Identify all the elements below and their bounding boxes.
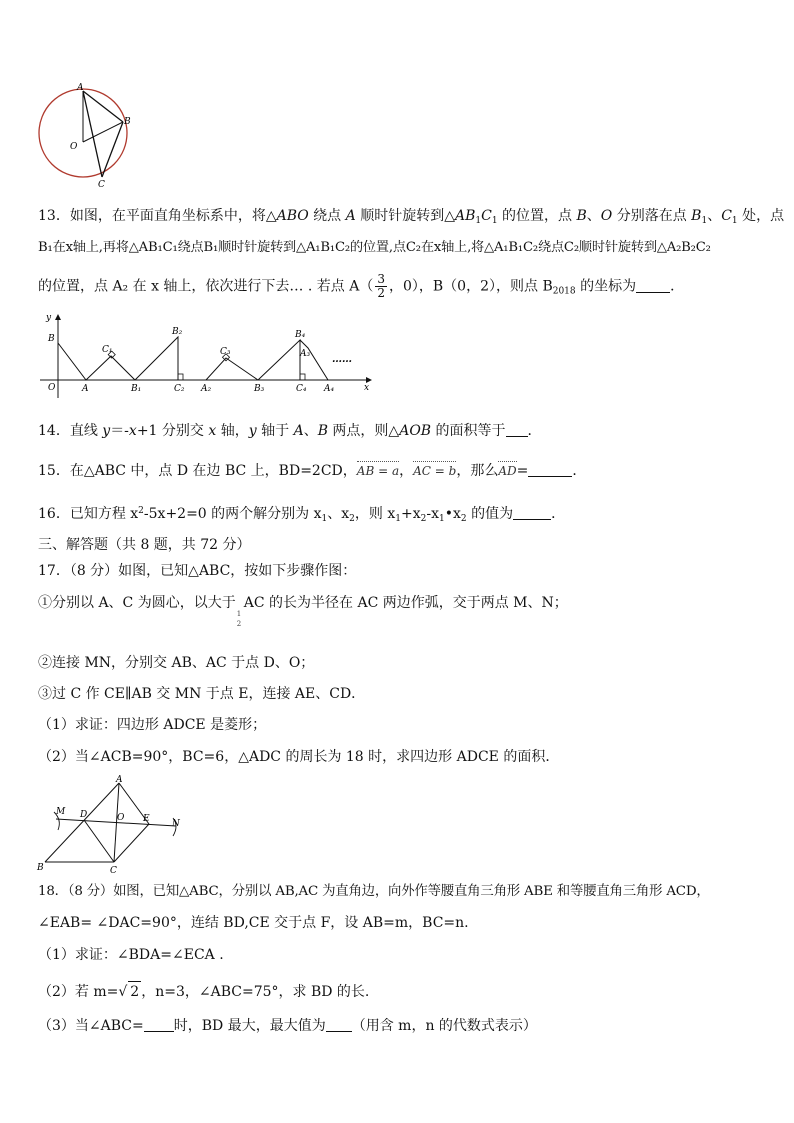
q18-text: 时，BD 最大，最大值为 bbox=[173, 1018, 326, 1034]
label-b: B bbox=[124, 117, 131, 127]
label-m: M bbox=[56, 807, 66, 817]
q15-text: ，那么 bbox=[456, 463, 499, 479]
label-c1: C₁ bbox=[102, 345, 113, 355]
fraction-numerator: 1 bbox=[236, 610, 242, 618]
segment-bc bbox=[102, 122, 123, 177]
answer-blank[interactable] bbox=[513, 505, 551, 520]
q13-text: 的位置，点 bbox=[497, 208, 577, 224]
y-axis-label: y bbox=[46, 313, 52, 323]
q13-text: 绕点 bbox=[308, 208, 346, 224]
label-o: O bbox=[48, 383, 56, 393]
q14-line bbox=[38, 421, 758, 441]
right-angle-c2 bbox=[178, 374, 183, 380]
label-a: A bbox=[77, 83, 84, 93]
vector-ac: AC = b bbox=[413, 461, 456, 481]
label-c3: C₃ bbox=[220, 347, 231, 357]
q13-text: B bbox=[576, 208, 587, 224]
label-d: D bbox=[80, 810, 88, 820]
label-b4: B₄ bbox=[295, 330, 306, 340]
q17-step3: ③过 C 作 CE∥AB 交 MN 于点 E，连接 AE、CD． bbox=[38, 686, 366, 702]
q14-text: y bbox=[102, 423, 111, 439]
q14-text: AOB bbox=[399, 423, 432, 439]
q13-line3 bbox=[38, 273, 758, 300]
q16-sub: 2 bbox=[460, 514, 467, 524]
circle-figure bbox=[36, 82, 140, 190]
q14-text: A bbox=[293, 423, 304, 439]
fraction-three-halves bbox=[375, 273, 387, 300]
q16-sub: 1 bbox=[439, 514, 445, 524]
fraction-denominator: 2 bbox=[236, 620, 242, 628]
rhombus-figure bbox=[36, 774, 186, 876]
q13-text: O bbox=[600, 208, 613, 224]
q13-line1 bbox=[38, 206, 785, 226]
segment-cd bbox=[84, 820, 114, 862]
q13-text: B₁在x轴上,再将△AB₁C₁绕点B₁顺时针旋转到△A₁B₁C₂的位置,点C₂在x轴上,将△A₁B₁C₂绕点C₂顺时针旋转到△A₂B₂C₂ bbox=[38, 240, 711, 255]
q14-text: B bbox=[317, 423, 328, 439]
label-o: O bbox=[117, 813, 125, 823]
q16-sub: 1 bbox=[395, 514, 401, 524]
q13-text: ，0），B（0，2），则点 B bbox=[388, 278, 553, 295]
answer-blank[interactable] bbox=[506, 422, 528, 437]
label-b1: B₁ bbox=[131, 384, 142, 394]
q14-text: 两点，则△ bbox=[327, 423, 400, 439]
q13-text: 的坐标为 bbox=[575, 278, 637, 295]
q14-text: x bbox=[128, 423, 137, 439]
q13-text: ． bbox=[670, 278, 685, 295]
q16-text: 16．已知方程 x bbox=[38, 506, 139, 522]
q14-text: 14．直线 bbox=[38, 423, 103, 439]
label-e: E bbox=[143, 814, 150, 824]
label-a: A bbox=[116, 775, 123, 785]
answer-blank[interactable] bbox=[144, 1017, 174, 1032]
label-b: B bbox=[48, 334, 55, 344]
segment-ce bbox=[114, 824, 149, 862]
q18-part1: （1）求证：∠BDA=∠ECA . bbox=[38, 947, 224, 963]
q13-text: 顺时针旋转到△ bbox=[355, 208, 455, 224]
q14-text: 、 bbox=[303, 423, 318, 439]
q13-text: 分别落在点 bbox=[612, 208, 692, 224]
q18-text: （2）若 m= bbox=[38, 984, 119, 1000]
q16-text: 、x bbox=[327, 506, 350, 522]
q16-text: ． bbox=[551, 506, 566, 522]
q17-text: AC 的长为半径在 AC 两边作弧，交于两点 M、N； bbox=[243, 595, 568, 611]
q13-sub: 1 bbox=[475, 216, 482, 226]
q16-text: +x bbox=[400, 506, 421, 522]
answer-blank[interactable] bbox=[326, 1017, 352, 1032]
q15-text: ， bbox=[399, 463, 414, 479]
q17-step1 bbox=[38, 593, 758, 628]
q15-text: ． bbox=[572, 463, 587, 479]
q13-text: 13．如图，在平面直角坐标系中，将△ bbox=[38, 208, 277, 224]
label-a2: A₂ bbox=[201, 384, 212, 394]
q13-sub: 2018 bbox=[552, 286, 576, 297]
q17-step2: ②连接 MN，分别交 AB、AC 于点 D、O； bbox=[38, 655, 315, 671]
sqrt-radicand: 2 bbox=[128, 981, 141, 1002]
path-1 bbox=[58, 343, 135, 380]
fraction-one-half bbox=[236, 593, 244, 628]
right-angle-c4 bbox=[300, 374, 305, 380]
q13-text: 、 bbox=[707, 208, 722, 224]
rotation-figure bbox=[36, 310, 382, 402]
q13-text: 处，点 bbox=[737, 208, 785, 224]
q18-line2: ∠EAB= ∠DAC=90°，连结 BD,CE 交于点 F，设 AB=m，BC=n. bbox=[38, 915, 469, 931]
q17-title: 17．（8 分）如图，已知△ABC，按如下步骤作图： bbox=[38, 563, 357, 579]
label-c4: C₄ bbox=[296, 384, 307, 394]
q14-text: x bbox=[208, 423, 217, 439]
path-3 bbox=[178, 358, 258, 380]
q13-text: ABO bbox=[276, 208, 309, 224]
q17-part2: （2）当∠ACB=90°，BC=6，△ADC 的周长为 18 时，求四边形 ADCE 的面积． bbox=[38, 749, 560, 765]
q13-text: B bbox=[691, 208, 702, 224]
q14-text: y bbox=[248, 423, 257, 439]
x-axis-label: x bbox=[364, 383, 370, 393]
vector-ad: AD bbox=[498, 461, 516, 481]
answer-blank[interactable] bbox=[636, 278, 670, 293]
q16-line bbox=[38, 504, 758, 524]
sqrt-sign: √ bbox=[118, 984, 128, 1000]
fraction-numerator: 3 bbox=[377, 272, 385, 286]
label-n: N bbox=[172, 819, 180, 829]
q15-line bbox=[38, 461, 758, 481]
label-c: C bbox=[110, 866, 117, 876]
q14-text: ＝- bbox=[110, 423, 129, 439]
q14-text: 的面积等于 bbox=[431, 423, 506, 439]
q14-text: ． bbox=[527, 423, 542, 439]
label-b: B bbox=[37, 863, 44, 873]
q18-part2 bbox=[38, 981, 758, 1002]
q13-sub: 1 bbox=[701, 216, 708, 226]
q16-sup: 2 bbox=[138, 506, 144, 516]
q13-line2 bbox=[38, 238, 758, 258]
q14-text: 轴， bbox=[216, 423, 249, 439]
label-a3: A₃ bbox=[300, 349, 311, 359]
q16-sub: 1 bbox=[321, 514, 328, 524]
q16-sub: 2 bbox=[420, 514, 427, 524]
q15-text: 15．在△ABC 中，点 D 在边 BC 上，BD=2CD， bbox=[38, 463, 357, 479]
label-o: O bbox=[70, 142, 78, 152]
label-c: C bbox=[98, 180, 105, 190]
section-heading: 三、解答题（共 8 题，共 72 分） bbox=[38, 537, 251, 553]
path-2 bbox=[135, 337, 178, 380]
label-a: A bbox=[82, 384, 89, 394]
q18-text: （3）当∠ABC= bbox=[38, 1018, 144, 1034]
label-a4: A₄ bbox=[324, 384, 335, 394]
path-4 bbox=[258, 340, 328, 380]
q18-part3 bbox=[38, 1016, 758, 1036]
q16-text: -x bbox=[426, 506, 439, 522]
label-b2: B₂ bbox=[172, 327, 183, 337]
q16-text: -5x+2=0 的两个解分别为 x bbox=[143, 506, 322, 522]
q14-text: 轴于 bbox=[256, 423, 294, 439]
q16-text: 的值为 bbox=[466, 506, 514, 522]
label-c2: C₂ bbox=[174, 384, 185, 394]
q17-part1: （1）求证：四边形 ADCE 是菱形； bbox=[38, 717, 267, 733]
q13-text: 、 bbox=[586, 208, 601, 224]
q17-text: ①分别以 A、C 为圆心，以大于 bbox=[38, 595, 236, 611]
label-b3: B₃ bbox=[254, 384, 265, 394]
q16-sub: 2 bbox=[349, 514, 355, 524]
q13-text: C bbox=[721, 208, 732, 224]
q13-text: A bbox=[345, 208, 356, 224]
answer-blank[interactable] bbox=[528, 462, 572, 477]
q13-sub: 1 bbox=[491, 216, 498, 226]
q18-text: ，n=3，∠ABC=75°，求 BD 的长. bbox=[141, 984, 370, 1000]
q14-text: +1 分别交 bbox=[136, 423, 209, 439]
q13-text: AB bbox=[454, 208, 476, 224]
continuation-dots: …… bbox=[332, 354, 352, 365]
q16-text: •x bbox=[444, 506, 461, 522]
q13-sub: 1 bbox=[731, 216, 738, 226]
q13-text: C bbox=[481, 208, 492, 224]
q18-text: （用含 m，n 的代数式表示） bbox=[351, 1018, 537, 1034]
vector-ab: AB = a bbox=[357, 461, 399, 481]
q15-text: = bbox=[516, 463, 529, 479]
y-axis-arrow bbox=[55, 314, 61, 320]
q18-title: 18．（8 分）如图，已知△ABC，分别以 AB,AC 为直角边，向外作等腰直角三角形 ABE 和等腰直角三角形 ACD， bbox=[38, 884, 710, 899]
q13-text: 的位置，点 A₂ 在 x 轴上，依次进行下去… . 若点 A（ bbox=[38, 278, 374, 295]
fraction-denominator: 2 bbox=[377, 286, 385, 300]
q16-text: ，则 x bbox=[354, 506, 396, 522]
